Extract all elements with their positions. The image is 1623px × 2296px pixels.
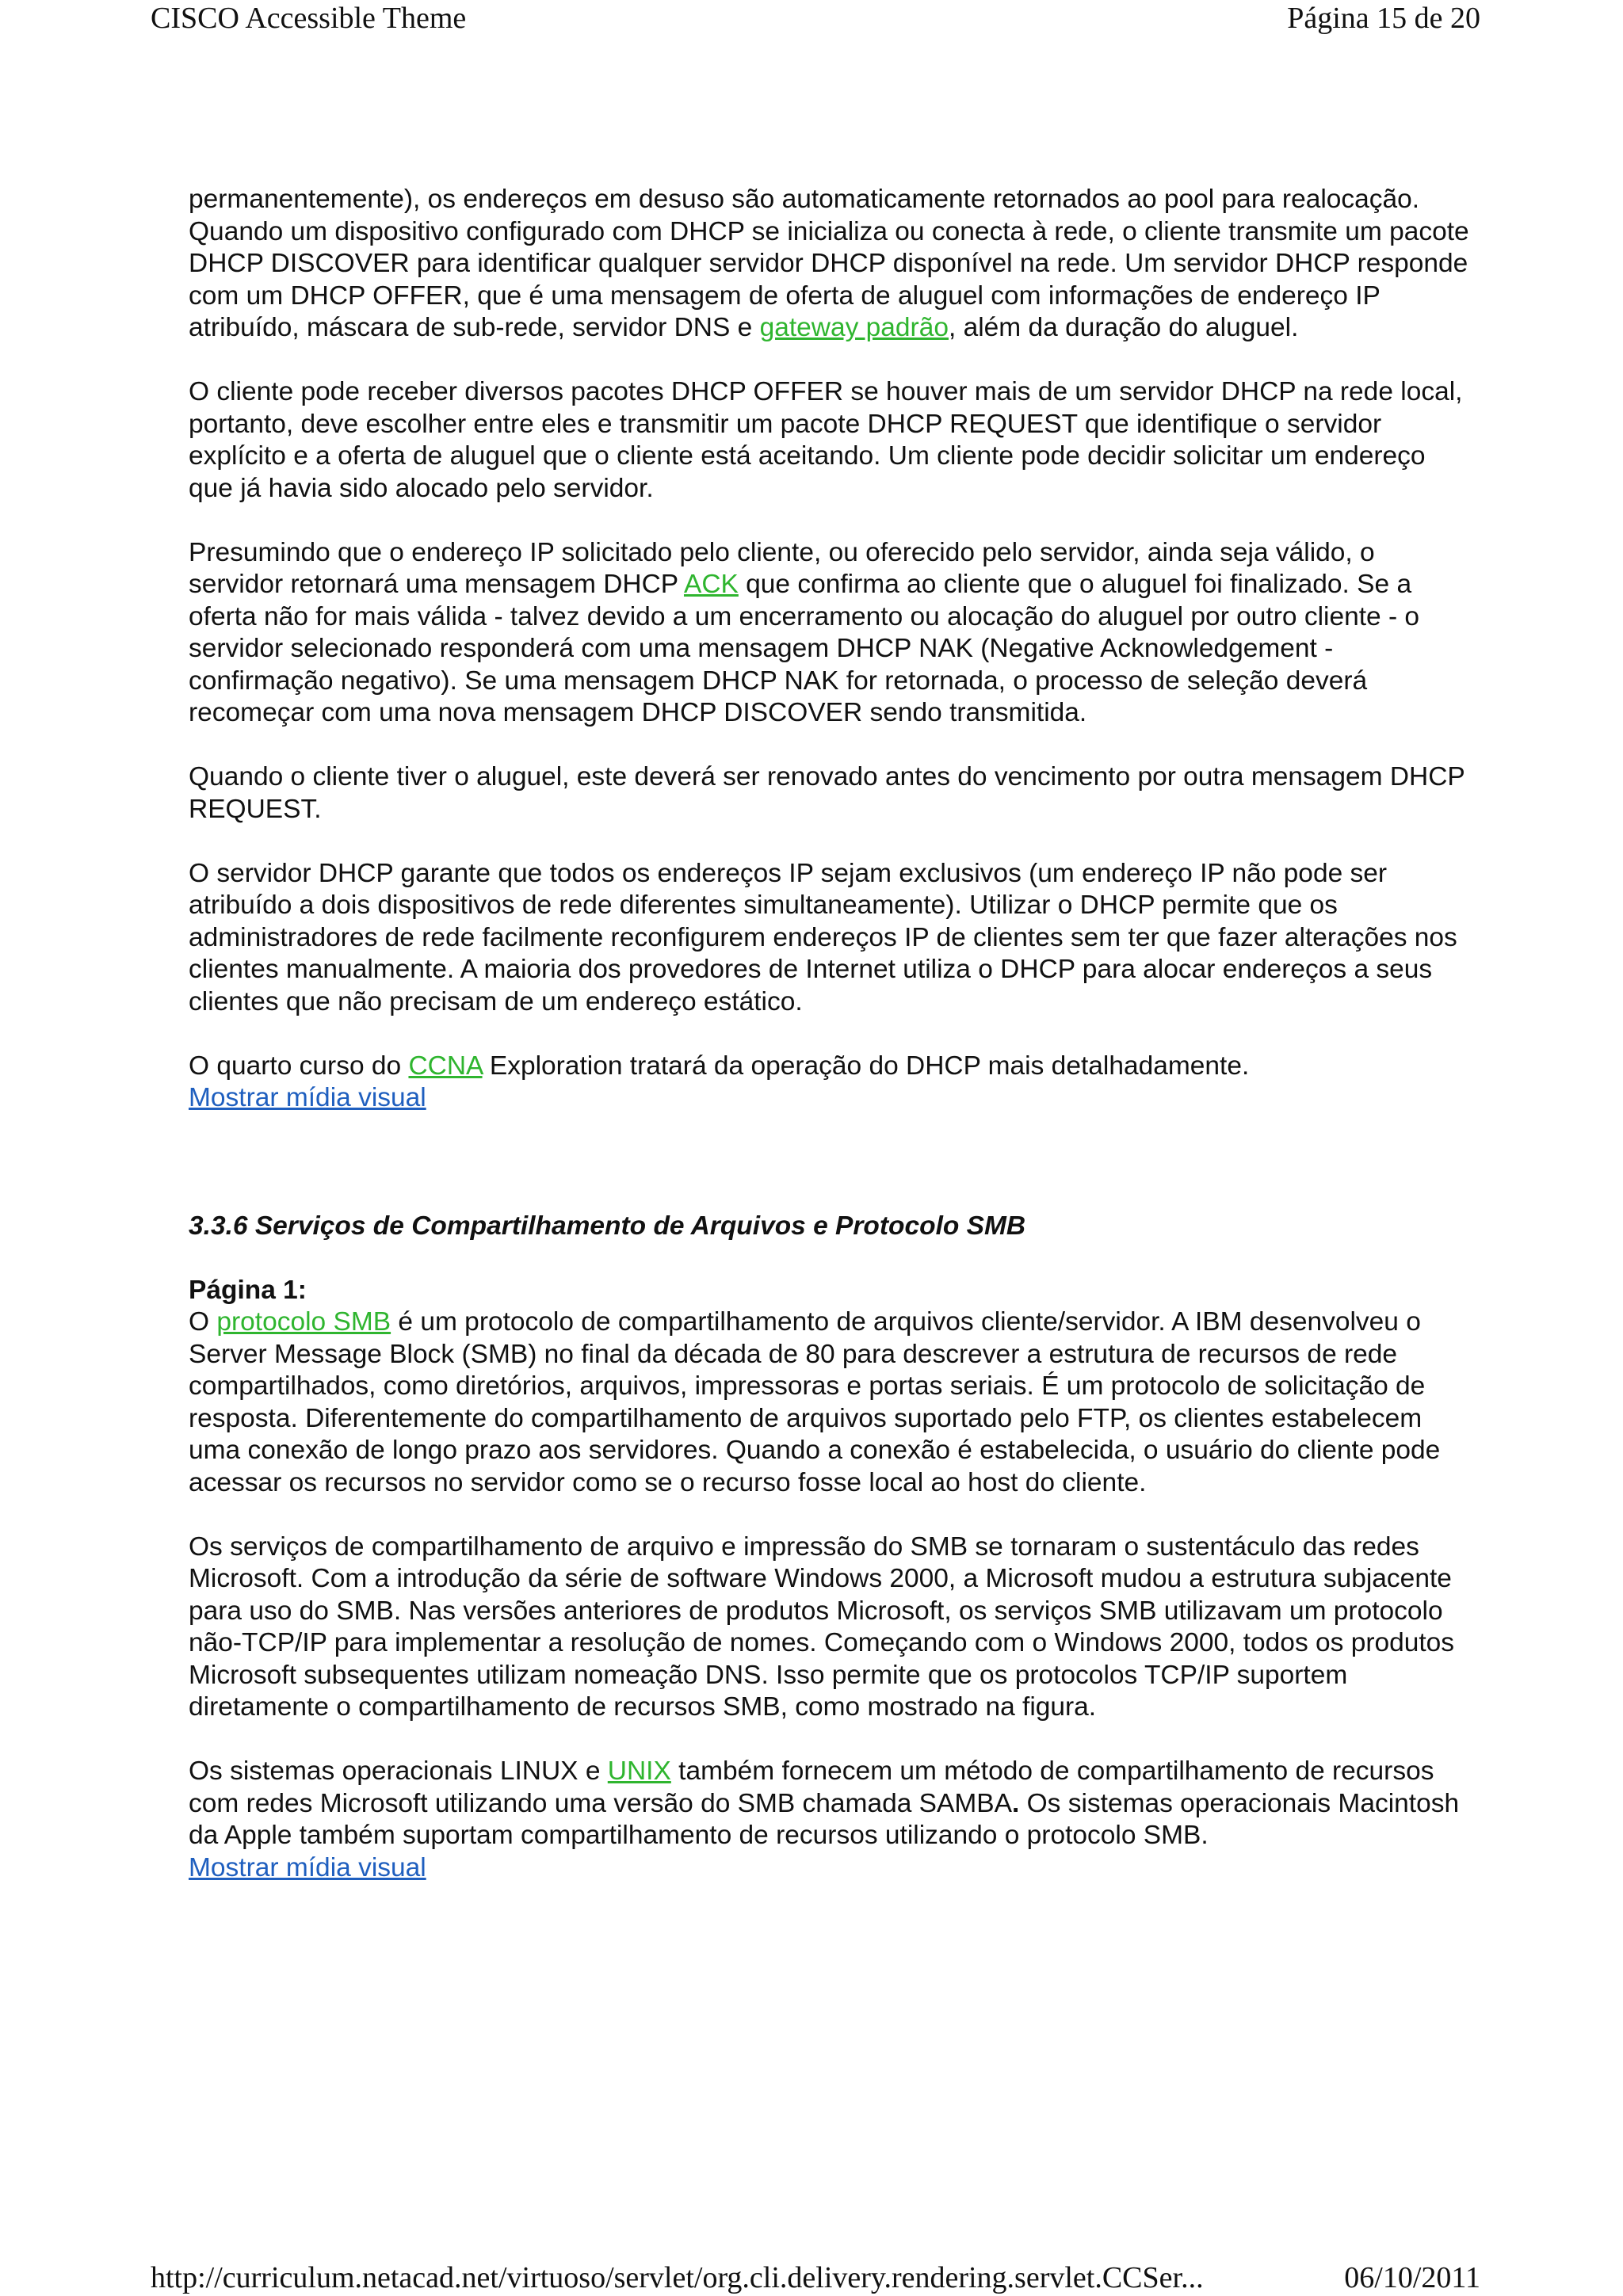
link-ack[interactable]: ACK (683, 570, 739, 599)
text-segment: é um protocolo de compartilhamento de arquivos cliente/servidor. A IBM desenvolveu o Server Message Block (SMB) no final da década de 80 para descrever a estrutura de recursos de rede compartilhados, como diretórios, arquivos, impressoras e portas seriais. É um protocolo de solicitação de resposta. Diferentemente do compartilhamento de arquivos suportado pelo FTP, os clientes estabelecem uma conexão de longo prazo aos servidores. Quando a conexão é estabelecida, o usuário do cliente pode acessar os recursos no servidor como se o recurso fosse local ao host do cliente. (189, 1307, 1441, 1497)
text-segment: , além da duração do aluguel. (948, 313, 1299, 342)
paragraph-ccna (189, 1051, 1472, 1083)
show-media-link-1[interactable]: Mostrar mídia visual (189, 1083, 426, 1112)
show-media-link-2[interactable]: Mostrar mídia visual (189, 1852, 426, 1882)
show-media-line-1 (189, 1082, 1472, 1115)
text-segment: Presumindo que o endereço IP solicitado pelo cliente, ou oferecido pelo servidor, ainda seja válido, o servidor retornará uma mensagem DHCP (189, 537, 1375, 599)
paragraph-smb-intro (189, 1275, 1472, 1500)
paragraph-smb-linux (189, 1756, 1472, 1852)
text-segment: O (189, 1307, 217, 1337)
header-title: CISCO Accessible Theme (151, 2, 467, 35)
link-unix[interactable]: UNIX (607, 1756, 671, 1786)
text-segment: permanentemente), os endereços em desuso são automaticamente retornados ao pool para realocação. Quando um dispositivo configurado com DHCP se inicializa ou conecta à rede, o cliente transmite um pacote DHCP DISCOVER para identificar qualquer servidor DHCP disponível na rede. Um servidor DHCP responde com um DHCP OFFER, que é uma mensagem de oferta de aluguel com informações de endereço IP atribuído, máscara de sub-rede, servidor DNS e (189, 185, 1469, 342)
text-segment: Os sistemas operacionais Macintosh da Apple também suportam compartilhamento de recursos utilizando o protocolo SMB. (189, 1788, 1460, 1850)
show-media-line-2 (189, 1852, 1472, 1885)
section-title: 3.3.6 Serviços de Compartilhamento de Arquivos e Protocolo SMB (189, 1211, 1026, 1241)
text-segment: também fornecem um método de compartilhamento de recursos com redes Microsoft utilizando uma versão do SMB chamada SAMBA (189, 1756, 1434, 1818)
paragraph-dhcp-unique: O servidor DHCP garante que todos os endereços IP sejam exclusivos (um endereço IP não pode ser atribuído a dois dispositivos de rede diferentes simultaneamente). Utilizar o DHCP permite que os administradores de rede facilmente reconfigurem endereços IP de clientes sem ter que fazer alterações nos clientes manualmente. A maioria dos provedores de Internet utiliza o DHCP para alocar endereços a seus clientes que não precisam de um endereço estático. (189, 858, 1457, 1016)
text-segment: que confirma ao cliente que o aluguel foi finalizado. Se a oferta não for mais válida - talvez devido a um encerramento ou alocação do aluguel por outro cliente - o servidor selecionado responderá com uma mensagem DHCP NAK (Negative Acknowledgement - confirmação negativo). Se uma mensagem DHCP NAK for retornada, o processo de seleção deverá recomeçar com uma nova mensagem DHCP DISCOVER sendo transmitida. (189, 570, 1420, 727)
paragraph-dhcp-renew: Quando o cliente tiver o aluguel, este deverá ser renovado antes do vencimento por outra mensagem DHCP REQUEST. (189, 762, 1465, 824)
text-segment: Os sistemas operacionais LINUX e (189, 1756, 608, 1786)
text-segment: . (1011, 1788, 1020, 1818)
paragraph-smb-microsoft: Os serviços de compartilhamento de arquivo e impressão do SMB se tornaram o sustentáculo das redes Microsoft. Com a introdução da série de software Windows 2000, a Microsoft mudou a estrutura subjacente para uso do SMB. Nas versões anteriores de produtos Microsoft, os serviços SMB utilizavam um protocolo não-TCP/IP para implementar a resolução de nomes. Começando com o Windows 2000, todos os produtos Microsoft subsequentes utilizam nomeação DNS. Isso permite que os protocolos TCP/IP suportem diretamente o compartilhamento de recursos SMB, como mostrado na figura. (189, 1531, 1455, 1722)
paragraph-dhcp-offer: O cliente pode receber diversos pacotes DHCP OFFER se houver mais de um servidor DHCP na rede local, portanto, deve escolher entre eles e transmitir um pacote DHCP REQUEST que identifique o servidor explícito e a oferta de aluguel que o cliente está aceitando. Um cliente pode decidir solicitar um endereço que já havia sido alocado pelo servidor. (189, 377, 1463, 503)
paragraph-dhcp-intro (189, 184, 1472, 345)
text-segment: Exploration tratará da operação do DHCP mais detalhadamente. (482, 1051, 1250, 1081)
footer-date: 06/10/2011 (1344, 2261, 1480, 2294)
paragraph-dhcp-ack (189, 537, 1472, 730)
text-segment: O quarto curso do (189, 1051, 409, 1081)
page-number: Página 15 de 20 (1287, 2, 1480, 35)
link-gateway-padrao[interactable]: gateway padrão (759, 313, 949, 342)
page-label: Página 1: (189, 1275, 307, 1305)
footer-url: http://curriculum.netacad.net/virtuoso/servlet/org.cli.delivery.rendering.servlet.CCSer... (151, 2261, 1204, 2294)
link-ccna[interactable]: CCNA (408, 1051, 483, 1081)
document-body (189, 184, 1472, 1884)
link-protocolo-smb[interactable]: protocolo SMB (216, 1307, 391, 1337)
